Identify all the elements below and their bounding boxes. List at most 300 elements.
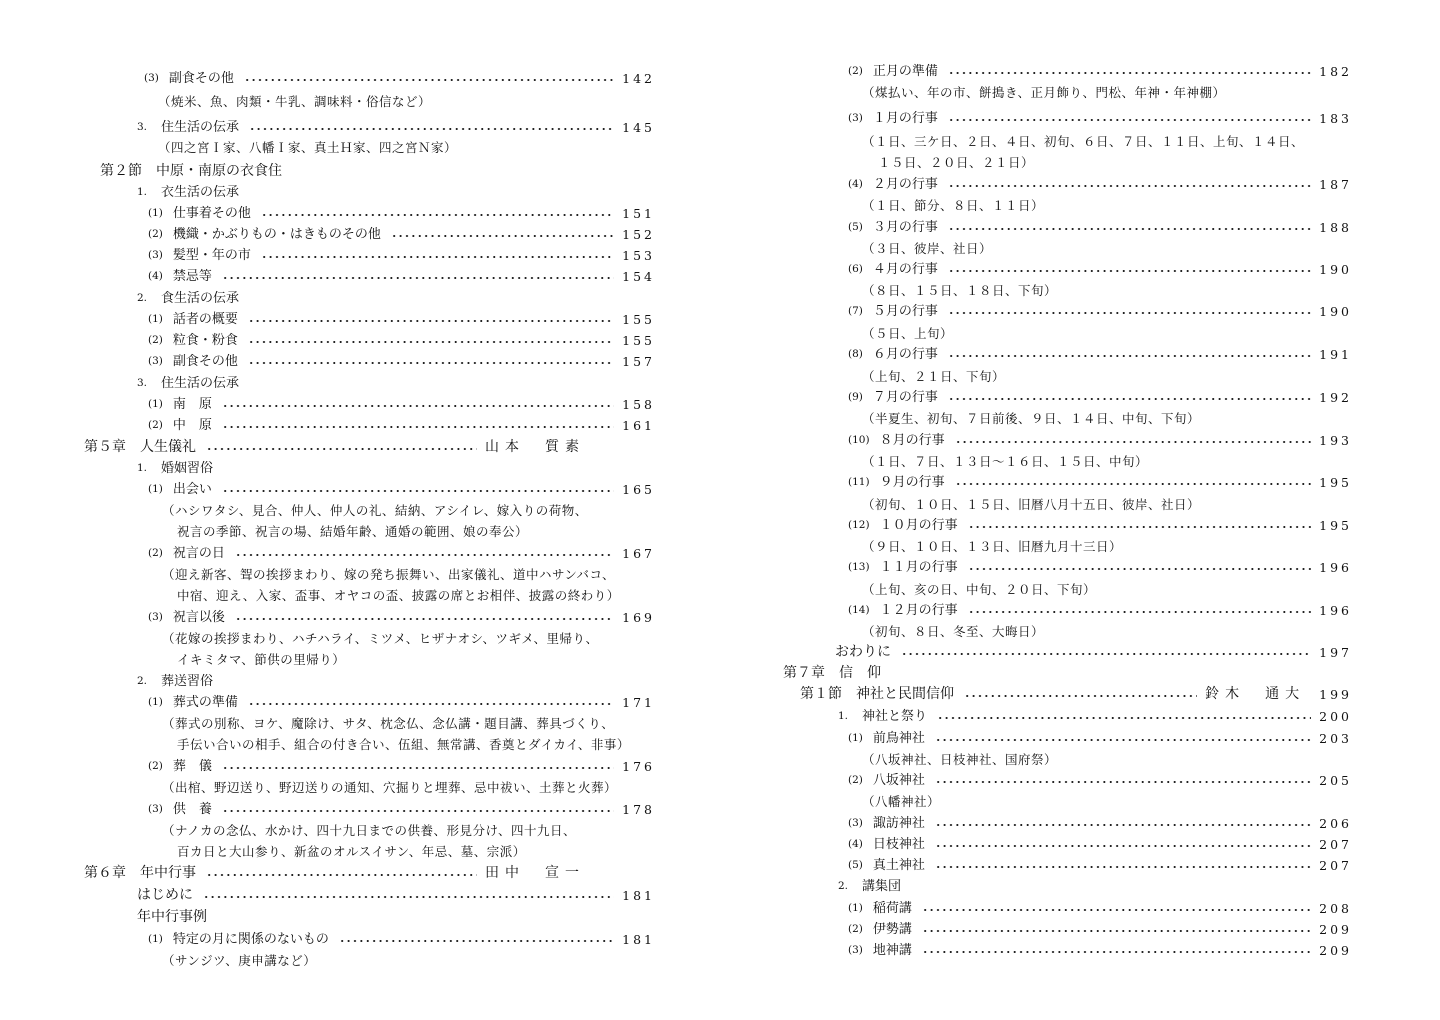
- entry-title: 八坂神社: [872, 773, 925, 788]
- page-number: 196: [1319, 603, 1352, 618]
- toc-entry: [848, 61, 1352, 82]
- toc-entry: [848, 940, 1352, 961]
- page-number: 183: [1319, 111, 1352, 126]
- dot-leader: [261, 214, 614, 216]
- toc-entry: [848, 387, 1352, 408]
- toc-detail-line: [177, 841, 526, 862]
- toc-entry: [137, 117, 655, 138]
- entry-title: ４月の行事: [872, 262, 938, 277]
- toc-detail-line: [177, 521, 528, 542]
- entry-title: ５月の行事: [872, 304, 938, 319]
- page-number: 187: [1319, 177, 1352, 192]
- page-number: 195: [1319, 518, 1352, 533]
- toc-detail-line: [862, 791, 940, 812]
- toc-entry: [148, 351, 655, 372]
- entry-title: 副食その他: [172, 354, 238, 369]
- entry-number: (11): [848, 476, 870, 488]
- entry-author: 鈴木 通大: [1205, 686, 1306, 702]
- toc-detail-line: [862, 536, 1122, 557]
- page-number: 196: [1319, 560, 1352, 575]
- entry-title: 祝言以後: [172, 610, 225, 625]
- entry-title: 第５章 人生儀礼: [84, 439, 196, 455]
- toc-entry: [848, 301, 1352, 322]
- dot-leader: [948, 398, 1311, 400]
- toc-entry: [838, 876, 901, 897]
- entry-number: (10): [848, 434, 870, 446]
- detail-text: （焼米、魚、肉類・牛乳、調味料・俗信など）: [158, 94, 432, 109]
- toc-detail-line: [158, 91, 431, 112]
- toc-entry: [848, 174, 1352, 195]
- toc-entry: [148, 203, 655, 224]
- entry-number: (2): [148, 228, 163, 240]
- entry-title: 諏訪神社: [872, 816, 925, 831]
- toc-entry: [148, 394, 655, 415]
- entry-title: 住生活の伝承: [161, 376, 240, 391]
- entry-title: ９月の行事: [879, 475, 945, 490]
- toc-entry: [148, 692, 655, 713]
- entry-title: 第７章 信 仰: [783, 665, 881, 681]
- toc-entry: [137, 288, 239, 309]
- detail-text: （上旬、２１日、下旬）: [862, 369, 1006, 384]
- toc-detail-line: [158, 137, 457, 158]
- toc-entry: [148, 309, 655, 330]
- toc-entry: [848, 600, 1352, 621]
- page-number: 181: [622, 888, 655, 903]
- page-number: 192: [1319, 390, 1352, 405]
- entry-title: 正月の準備: [872, 64, 938, 79]
- toc-detail-line: [862, 451, 1148, 472]
- entry-title: 話者の概要: [172, 312, 238, 327]
- dot-leader: [206, 448, 477, 450]
- entry-title: １１月の行事: [879, 560, 958, 575]
- toc-heading: [137, 885, 655, 906]
- page-number: 165: [622, 482, 655, 497]
- dot-leader: [948, 270, 1311, 272]
- dot-leader: [206, 874, 477, 876]
- toc-entry: [848, 259, 1352, 280]
- detail-text: （八幡神社）: [862, 794, 941, 809]
- entry-number: (7): [848, 305, 863, 317]
- dot-leader: [235, 618, 614, 620]
- entry-title: 仕事着その他: [172, 206, 251, 221]
- entry-number: (1): [848, 902, 863, 914]
- toc-detail-line: [862, 323, 953, 344]
- entry-title: 禁忌等: [172, 269, 212, 284]
- entry-title: はじめに: [137, 887, 193, 903]
- toc-entry: [848, 919, 1352, 940]
- entry-number: (1): [148, 207, 163, 219]
- toc-detail-line: [862, 579, 1096, 600]
- dot-leader: [248, 320, 614, 322]
- entry-title: 伊勢講: [872, 922, 912, 937]
- toc-detail-line: [862, 195, 1044, 216]
- dot-leader: [222, 490, 614, 492]
- toc-detail-line: [862, 621, 1044, 642]
- detail-text: （煤払い、年の市、餅搗き、正月飾り、門松、年神・年神棚）: [862, 85, 1226, 100]
- toc-entry: [848, 813, 1352, 834]
- toc-entry: [144, 68, 655, 89]
- dot-leader: [948, 312, 1311, 314]
- detail-text: （上旬、亥の日、中旬、２０日、下旬）: [862, 582, 1097, 597]
- page-number: 188: [1319, 220, 1352, 235]
- toc-entry: [848, 472, 1352, 493]
- entry-number: (3): [148, 611, 163, 623]
- entry-number: 1.: [137, 462, 148, 474]
- dot-leader: [968, 611, 1312, 613]
- entry-title: 出会い: [172, 482, 212, 497]
- detail-text: （初旬、８日、冬至、大晦日）: [862, 624, 1045, 639]
- entry-title: ６月の行事: [872, 347, 938, 362]
- toc-entry: [848, 515, 1352, 536]
- page-number: 199: [1319, 687, 1352, 702]
- page-number: 191: [1319, 347, 1352, 362]
- dot-leader: [935, 824, 1311, 826]
- detail-text: （ナノカの念仏、水かけ、四十九日までの供養、形見分け、四十九日、: [162, 823, 577, 838]
- page-number: 195: [1319, 475, 1352, 490]
- toc-detail-line: [162, 950, 316, 971]
- dot-leader: [937, 717, 1311, 719]
- toc-entry: [848, 430, 1352, 451]
- entry-title: 葬送習俗: [161, 674, 214, 689]
- dot-leader: [922, 909, 1311, 911]
- entry-title: ７月の行事: [872, 390, 938, 405]
- entry-number: 3.: [137, 377, 148, 389]
- entry-title: 食生活の伝承: [161, 291, 240, 306]
- detail-text: （葬式の別称、ヨケ、魔除け、サタ、枕念仏、念仏講・題目講、葬具づくり、: [162, 716, 615, 731]
- page-number: 145: [622, 120, 655, 135]
- page-number: 200: [1319, 709, 1352, 724]
- page-number: 178: [622, 802, 655, 817]
- detail-text: （１日、節分、８日、１１日）: [862, 198, 1045, 213]
- toc-detail-line: [862, 749, 1057, 770]
- page-number: 152: [622, 227, 655, 242]
- entry-title: 真土神社: [872, 858, 925, 873]
- page-number: 155: [622, 312, 655, 327]
- detail-text: （ハシワタシ、見合、仲人、仲人の礼、結納、アシイレ、嫁入りの荷物、: [162, 503, 588, 518]
- toc-detail-line: [162, 713, 614, 734]
- toc-entry: [848, 834, 1352, 855]
- entry-title: 年中行事例: [137, 909, 207, 925]
- entry-number: 3.: [137, 121, 148, 133]
- entry-author: 田中 宣一: [485, 865, 585, 881]
- entry-number: (2): [848, 774, 863, 786]
- dot-leader: [968, 526, 1312, 528]
- page-number: 197: [1319, 645, 1352, 660]
- entry-title: 髪型・年の市: [172, 248, 251, 263]
- toc-entry: [137, 458, 213, 479]
- page-number: 207: [1319, 858, 1352, 873]
- detail-text: （１日、三ケ日、２日、４日、初旬、６日、７日、１１日、上旬、１４日、: [862, 134, 1305, 149]
- detail-text: （５日、上旬）: [862, 326, 954, 341]
- entry-number: (4): [848, 178, 863, 190]
- dot-leader: [922, 930, 1311, 932]
- entry-number: (4): [848, 838, 863, 850]
- detail-text: （四之宮Ｉ家、八幡Ｉ家、真土Ｈ家、四之宮Ｎ家）: [158, 140, 458, 155]
- detail-text: 手伝い合いの相手、組合の付き合い、伍組、無常講、香奠とダイカイ、非事）: [177, 737, 630, 752]
- dot-leader: [935, 866, 1311, 868]
- entry-number: (3): [848, 817, 863, 829]
- entry-title: ３月の行事: [872, 220, 938, 235]
- entry-title: 第１節 神社と民間信仰: [800, 686, 954, 702]
- entry-number: (13): [848, 561, 870, 573]
- toc-detail-line: [862, 238, 992, 259]
- toc-entry: [148, 245, 655, 266]
- toc-entry: [848, 770, 1352, 791]
- toc-detail-line: [878, 152, 1034, 173]
- toc-detail-line: [862, 494, 1200, 515]
- toc-entry: [137, 182, 239, 203]
- dot-leader: [922, 951, 1311, 953]
- toc-detail-line: [177, 649, 345, 670]
- entry-number: 1.: [838, 710, 849, 722]
- entry-title: 第２節 中原・南原の衣食住: [100, 163, 282, 179]
- detail-text: （半夏生、初旬、７日前後、９日、１４日、中旬、下旬）: [862, 411, 1201, 426]
- page-number: 209: [1319, 922, 1352, 937]
- entry-number: (2): [848, 65, 863, 77]
- toc-entry: [838, 706, 1352, 727]
- toc-heading: [100, 161, 282, 182]
- entry-title: 神社と祭り: [862, 709, 928, 724]
- toc-entry: [148, 799, 655, 820]
- entry-number: (1): [148, 483, 163, 495]
- toc-entry: [148, 607, 655, 628]
- dot-leader: [955, 441, 1312, 443]
- dot-leader: [244, 79, 614, 81]
- entry-number: (2): [148, 547, 163, 559]
- toc-entry: [148, 756, 655, 777]
- dot-leader: [948, 72, 1311, 74]
- dot-leader: [222, 277, 614, 279]
- dot-leader: [248, 341, 614, 343]
- dot-leader: [948, 355, 1311, 357]
- entry-title: おわりに: [835, 644, 891, 660]
- entry-author: 山本 質素: [485, 439, 585, 455]
- entry-number: (2): [148, 334, 163, 346]
- dot-leader: [935, 739, 1311, 741]
- entry-number: (3): [848, 112, 863, 124]
- toc-entry: [148, 266, 655, 287]
- toc-entry: [137, 671, 213, 692]
- page-number: 205: [1319, 773, 1352, 788]
- entry-number: (9): [848, 391, 863, 403]
- dot-leader: [948, 185, 1311, 187]
- toc-heading: [800, 684, 1352, 705]
- entry-number: (2): [148, 760, 163, 772]
- dot-leader: [249, 128, 614, 130]
- page-number: 193: [1319, 433, 1352, 448]
- entry-number: (2): [848, 923, 863, 935]
- right-page: [720, 0, 1440, 1020]
- entry-title: 中 原: [172, 418, 212, 433]
- page-number: 171: [622, 695, 655, 710]
- toc-heading: [835, 642, 1352, 663]
- toc-detail-line: [862, 366, 1005, 387]
- entry-title: １２月の行事: [879, 603, 958, 618]
- dot-leader: [248, 703, 614, 705]
- entry-number: (6): [848, 263, 863, 275]
- toc-detail-line: [177, 734, 630, 755]
- toc-detail-line: [162, 628, 599, 649]
- page-number: 151: [622, 206, 655, 221]
- entry-title: 地神講: [872, 943, 912, 958]
- entry-number: (3): [848, 944, 863, 956]
- page-number: 203: [1319, 731, 1352, 746]
- page-number: 182: [1319, 64, 1352, 79]
- page-number: 142: [622, 71, 655, 86]
- page-number: 154: [622, 269, 655, 284]
- entry-title: 稲荷講: [872, 901, 912, 916]
- dot-leader: [222, 405, 614, 407]
- detail-text: （１日、７日、１３日～１６日、１５日、中旬）: [862, 454, 1149, 469]
- detail-text: 百カ日と大山参り、新盆のオルスイサン、年忌、墓、宗派）: [177, 844, 526, 859]
- entry-title: ８月の行事: [879, 433, 945, 448]
- detail-text: （９日、１０日、１３日、旧暦九月十三日）: [862, 539, 1123, 554]
- entry-title: １０月の行事: [879, 518, 958, 533]
- entry-title: 婚姻習俗: [161, 461, 214, 476]
- toc-entry: [148, 543, 655, 564]
- entry-number: (1): [148, 696, 163, 708]
- entry-number: (1): [148, 933, 163, 945]
- entry-title: 副食その他: [168, 71, 234, 86]
- toc-detail-line: [162, 820, 576, 841]
- detail-text: （８日、１５日、１８日、下旬）: [862, 283, 1058, 298]
- detail-text: 中宿、迎え、入家、盃事、オヤコの盃、披露の席とお相伴、披露の終わり）: [177, 588, 620, 603]
- toc-heading: [84, 863, 585, 884]
- detail-text: （迎え新客、聟の挨拶まわり、嫁の発ち振舞い、出家儀礼、道中ハサンバコ、: [162, 567, 616, 582]
- page-number: 181: [622, 932, 655, 947]
- entry-number: 1.: [137, 186, 148, 198]
- dot-leader: [339, 940, 614, 942]
- page-number: 190: [1319, 304, 1352, 319]
- entry-number: (3): [148, 803, 163, 815]
- toc-heading: [783, 663, 881, 684]
- entry-title: 特定の月に関係のないもの: [172, 932, 329, 947]
- entry-number: (3): [144, 72, 159, 84]
- toc-entry: [848, 557, 1352, 578]
- entry-title: 供 養: [172, 802, 212, 817]
- page-number: 209: [1319, 943, 1352, 958]
- entry-title: 南 原: [172, 397, 212, 412]
- page-number: 158: [622, 397, 655, 412]
- entry-number: (4): [148, 270, 163, 282]
- toc-entry: [848, 217, 1352, 238]
- entry-number: (1): [848, 732, 863, 744]
- page-number: 161: [622, 418, 655, 433]
- entry-number: 2.: [137, 675, 148, 687]
- toc-entry: [148, 330, 655, 351]
- entry-title: 前鳥神社: [872, 731, 925, 746]
- toc-detail-line: [862, 131, 1304, 152]
- toc-entry: [848, 344, 1352, 365]
- toc-heading: [84, 437, 585, 458]
- toc-detail-line: [162, 777, 617, 798]
- toc-detail-line: [177, 585, 620, 606]
- dot-leader: [222, 810, 614, 812]
- page-number: 190: [1319, 262, 1352, 277]
- entry-title: 日枝神社: [872, 837, 925, 852]
- entry-number: (2): [148, 419, 163, 431]
- entry-number: (3): [148, 355, 163, 367]
- toc-detail-line: [862, 280, 1057, 301]
- page-number: 207: [1319, 837, 1352, 852]
- toc-entry: [848, 108, 1352, 129]
- entry-number: (14): [848, 604, 870, 616]
- detail-text: （出棺、野辺送り、野辺送りの通知、穴掘りと埋葬、忌中祓い、土葬と火葬）: [162, 780, 618, 795]
- entry-title: 葬 儀: [172, 759, 212, 774]
- detail-text: （サンジツ、庚申講など）: [162, 953, 317, 968]
- page-number: 167: [622, 546, 655, 561]
- page-number: 155: [622, 333, 655, 348]
- page-number: 169: [622, 610, 655, 625]
- page-number: 153: [622, 248, 655, 263]
- dot-leader: [948, 228, 1311, 230]
- entry-number: (5): [848, 221, 863, 233]
- detail-text: （初旬、１０日、１５日、旧暦八月十五日、彼岸、社日）: [862, 497, 1201, 512]
- dot-leader: [964, 695, 1197, 697]
- dot-leader: [901, 653, 1311, 655]
- toc-detail-line: [862, 82, 1226, 103]
- entry-title: 葬式の準備: [172, 695, 238, 710]
- toc-detail-line: [162, 500, 588, 521]
- entry-title: 粒食・粉食: [172, 333, 238, 348]
- toc-entry: [148, 224, 655, 245]
- detail-text: （３日、彼岸、社日）: [862, 241, 993, 256]
- entry-title: 第６章 年中行事: [84, 865, 196, 881]
- dot-leader: [235, 554, 614, 556]
- page-number: 206: [1319, 816, 1352, 831]
- entry-title: 講集団: [862, 879, 902, 894]
- toc-entry: [848, 898, 1352, 919]
- entry-number: (1): [148, 313, 163, 325]
- detail-text: （八坂神社、日枝神社、国府祭）: [862, 752, 1058, 767]
- dot-leader: [391, 235, 614, 237]
- toc-entry: [848, 855, 1352, 876]
- page-number: 157: [622, 354, 655, 369]
- dot-leader: [222, 426, 614, 428]
- toc-entry: [148, 929, 655, 950]
- dot-leader: [935, 781, 1311, 783]
- dot-leader: [968, 568, 1312, 570]
- toc-entry: [848, 728, 1352, 749]
- entry-title: １月の行事: [872, 111, 938, 126]
- entry-title: 住生活の伝承: [161, 120, 240, 135]
- entry-number: (1): [148, 398, 163, 410]
- dot-leader: [261, 256, 614, 258]
- dot-leader: [955, 483, 1312, 485]
- entry-number: (12): [848, 519, 870, 531]
- page-number: 176: [622, 759, 655, 774]
- entry-title: 機織・かぶりもの・はきものその他: [172, 227, 381, 242]
- dot-leader: [935, 845, 1311, 847]
- dot-leader: [248, 362, 614, 364]
- entry-number: (3): [148, 249, 163, 261]
- dot-leader: [222, 767, 614, 769]
- entry-number: 2.: [137, 292, 148, 304]
- toc-detail-line: [162, 564, 615, 585]
- toc-entry: [137, 373, 239, 394]
- toc-entry: [148, 415, 655, 436]
- detail-text: （花嫁の挨拶まわり、ハチハライ、ミツメ、ヒザナオシ、ツギメ、里帰り、: [162, 631, 599, 646]
- toc-heading: [137, 907, 207, 928]
- detail-text: 祝言の季節、祝言の場、結婚年齢、通婚の範囲、娘の奉公）: [177, 524, 529, 539]
- entry-number: (8): [848, 348, 863, 360]
- entry-title: 衣生活の伝承: [161, 185, 240, 200]
- toc-entry: [148, 479, 655, 500]
- detail-text: １５日、２０日、２１日）: [878, 155, 1035, 170]
- toc-detail-line: [862, 408, 1200, 429]
- page-number: 208: [1319, 901, 1352, 916]
- entry-number: 2.: [838, 880, 849, 892]
